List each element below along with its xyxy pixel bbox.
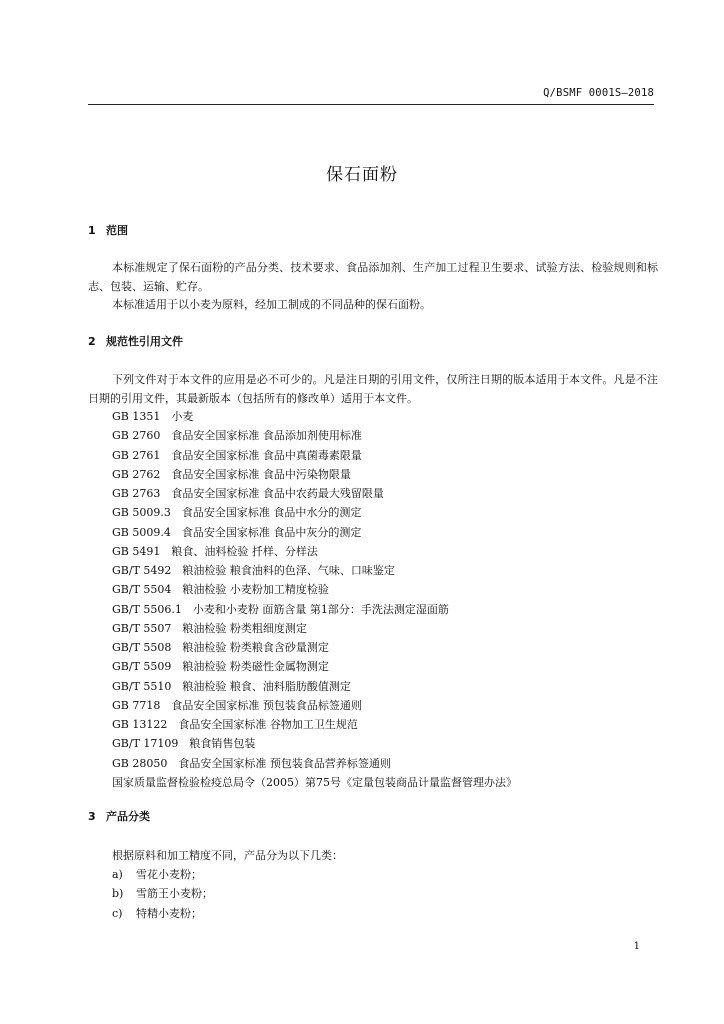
document-title: 保石面粉 (326, 165, 398, 185)
classification-intro: 根据原料和加工精度不同，产品分为以下几类： (112, 849, 343, 862)
scope-paragraph-2: 本标准适用于以小麦为原料，经加工制成的不同品种的保石面粉。 (112, 298, 431, 311)
reference-item: GB 2762 食品安全国家标准 食品中污染物限量 (112, 467, 351, 481)
list-item-text: 特精小麦粉； (136, 906, 202, 920)
list-item-text: 雪花小麦粉； (136, 868, 202, 881)
reference-item: GB/T 5507 粮油检验 粉类粗细度测定 (112, 621, 307, 635)
section-title: 范围 (106, 224, 128, 237)
list-item-text: 雪筋王小麦粉； (136, 887, 213, 901)
list-marker: c) (112, 906, 123, 920)
reference-item: GB 28050 食品安全国家标准 预包装食品营养标签通则 (112, 756, 391, 770)
standard-number: Q/BSMF 0001S—2018 (543, 87, 654, 99)
reference-item: GB/T 17109 粮食销售包装 (112, 737, 256, 751)
section-number: 3 (88, 810, 96, 823)
section-heading-scope (88, 222, 128, 238)
reference-item: GB/T 5504 粮油检验 小麦粉加工精度检验 (112, 583, 329, 597)
page-number: 1 (633, 941, 640, 952)
reference-item: GB/T 5510 粮油检验 粮食、油料脂肪酸值测定 (112, 679, 351, 693)
reference-item: GB 7718 食品安全国家标准 预包装食品标签通则 (112, 698, 362, 712)
reference-item: GB 5491 粮食、油料检验 扦样、分样法 (112, 544, 318, 558)
reference-item: GB 2760 食品安全国家标准 食品添加剂使用标准 (112, 429, 362, 443)
scope-paragraph-1: 本标准规定了保石面粉的产品分类、技术要求、食品添加剂、生产加工过程卫生要求、试验方法、检验规则和标志、包装、运输、贮存。 (88, 261, 658, 293)
references-intro: 下列文件对于本文件的应用是必不可少的。凡是注日期的引用文件，仅所注日期的版本适用于本文件。凡是不注日期的引用文件，其最新版本（包括所有的修改单）适用于本文件。 (88, 373, 658, 405)
section-heading-product-classification (88, 808, 150, 824)
classification-list (112, 865, 213, 923)
list-marker: a) (112, 868, 123, 881)
section-title: 产品分类 (106, 810, 150, 823)
reference-item: GB 2761 食品安全国家标准 食品中真菌毒素限量 (112, 448, 362, 462)
reference-item: GB/T 5508 粮油检验 粉类粮食含砂量测定 (112, 641, 329, 654)
section-number: 1 (88, 224, 96, 237)
reference-item: GB 5009.3 食品安全国家标准 食品中水分的测定 (112, 506, 362, 520)
reference-item: GB/T 5509 粮油检验 粉类磁性金属物测定 (112, 660, 329, 674)
section-heading-normative-references (88, 333, 183, 349)
section-number: 2 (88, 335, 96, 348)
reference-item: 国家质量监督检验检疫总局令（2005）第75号《定量包装商品计量监督管理办法》 (112, 775, 517, 789)
reference-item: GB/T 5492 粮油检验 粮食油料的色泽、气味、口味鉴定 (112, 564, 395, 577)
list-item (112, 904, 213, 923)
section-title: 规范性引用文件 (106, 335, 183, 348)
reference-item: GB 1351 小麦 (112, 410, 194, 423)
list-marker: b) (112, 887, 124, 901)
list-item (112, 865, 213, 884)
reference-item: GB 5009.4 食品安全国家标准 食品中灰分的测定 (112, 525, 362, 539)
reference-item: GB 13122 食品安全国家标准 谷物加工卫生规范 (112, 718, 358, 731)
reference-list (112, 407, 517, 792)
header-divider (88, 104, 654, 105)
reference-item: GB/T 5506.1 小麦和小麦粉 面筋含量 第1部分：手洗法测定湿面筋 (112, 602, 449, 616)
list-item (112, 884, 213, 903)
reference-item: GB 2763 食品安全国家标准 食品中农药最大残留限量 (112, 487, 384, 500)
